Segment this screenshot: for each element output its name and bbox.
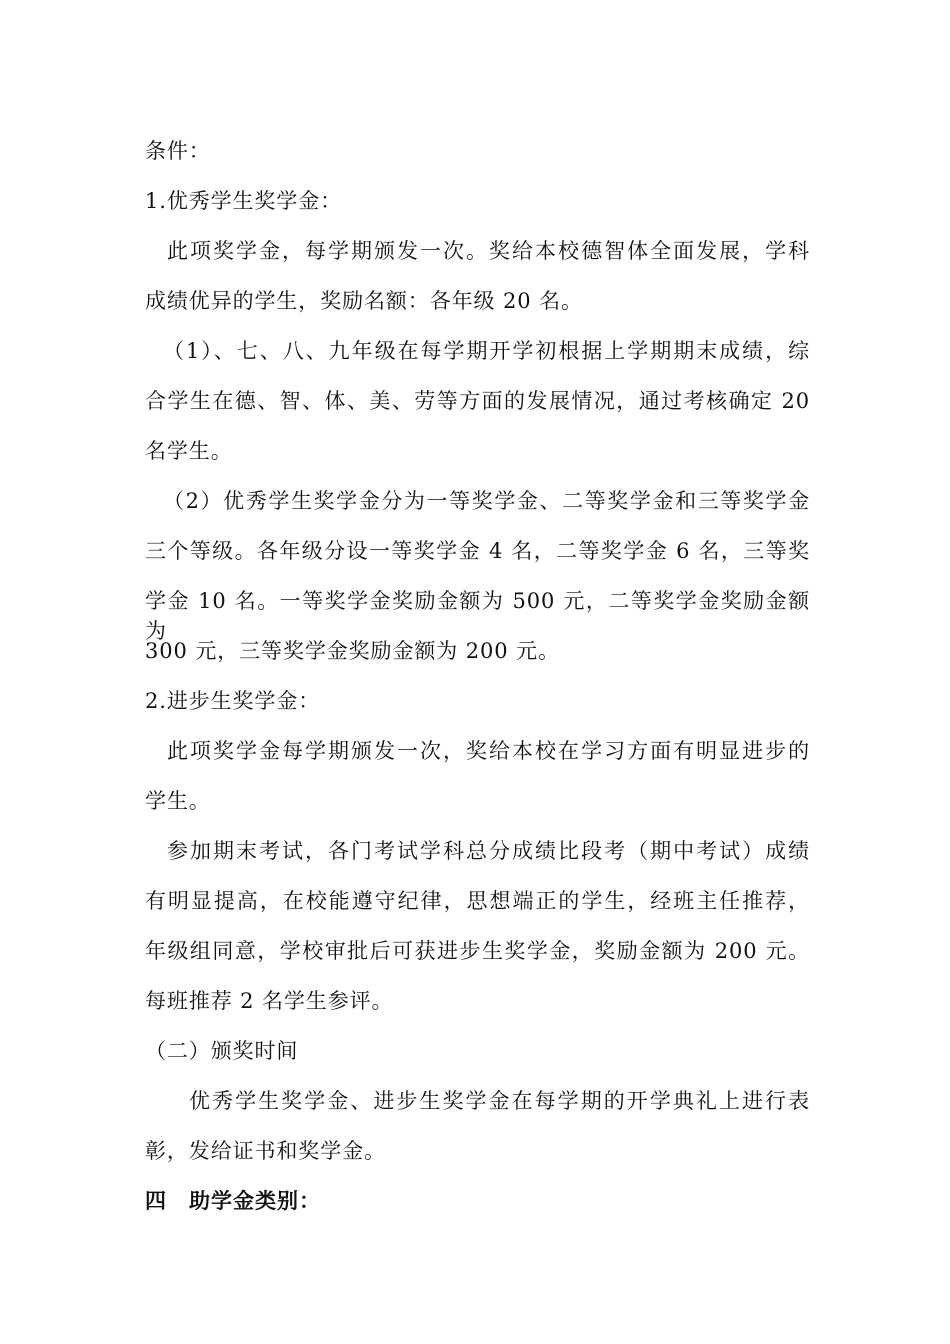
text-line-paragraph: 学生。 bbox=[145, 789, 211, 813]
text-line-section-2-title: 2.进步生奖学金： bbox=[145, 689, 321, 713]
text-line-subsection-title: （二）颁奖时间 bbox=[145, 1039, 299, 1063]
text-line-section-1-title: 1.优秀学生奖学金： bbox=[145, 189, 343, 213]
text-line-paragraph: （2）优秀学生奖学金分为一等奖学金、二等奖学金和三等奖学金 bbox=[163, 489, 810, 513]
text-line-paragraph: 此项奖学金，每学期颁发一次。奖给本校德智体全面发展，学科 bbox=[167, 239, 810, 263]
text-line-paragraph: 彰，发给证书和奖学金。 bbox=[145, 1139, 386, 1163]
text-line-paragraph: 每班推荐 2 名学生参评。 bbox=[145, 989, 394, 1013]
text-line-paragraph: （1）、七、八、九年级在每学期开学初根据上学期期末成绩，综 bbox=[163, 339, 810, 363]
text-line-paragraph: 参加期末考试，各门考试学科总分成绩比段考（期中考试）成绩 bbox=[167, 839, 810, 863]
text-line-paragraph: 300 元，三等奖学金奖励金额为 200 元。 bbox=[145, 639, 560, 663]
text-line-paragraph: 学金 10 名。一等奖学金奖励金额为 500 元，二等奖学金奖励金额为 bbox=[145, 589, 810, 643]
text-line-conditions: 条件： bbox=[145, 139, 211, 163]
text-line-paragraph: 合学生在德、智、体、美、劳等方面的发展情况，通过考核确定 20 bbox=[145, 389, 810, 413]
text-line-paragraph: 三个等级。各年级分设一等奖学金 4 名，二等奖学金 6 名，三等奖 bbox=[145, 539, 810, 563]
text-line-paragraph: 年级组同意，学校审批后可获进步生奖学金，奖励金额为 200 元。 bbox=[145, 939, 810, 963]
text-line-paragraph: 有明显提高，在校能遵守纪律，思想端正的学生，经班主任推荐， bbox=[145, 889, 810, 913]
text-line-paragraph: 此项奖学金每学期颁发一次，奖给本校在学习方面有明显进步的 bbox=[167, 739, 810, 763]
section-heading-grant-categories: 四 助学金类别： bbox=[145, 1189, 321, 1213]
text-line-paragraph: 名学生。 bbox=[145, 439, 233, 463]
text-line-paragraph: 优秀学生奖学金、进步生奖学金在每学期的开学典礼上进行表 bbox=[189, 1089, 810, 1113]
text-line-paragraph: 成绩优异的学生，奖励名额：各年级 20 名。 bbox=[145, 289, 583, 313]
